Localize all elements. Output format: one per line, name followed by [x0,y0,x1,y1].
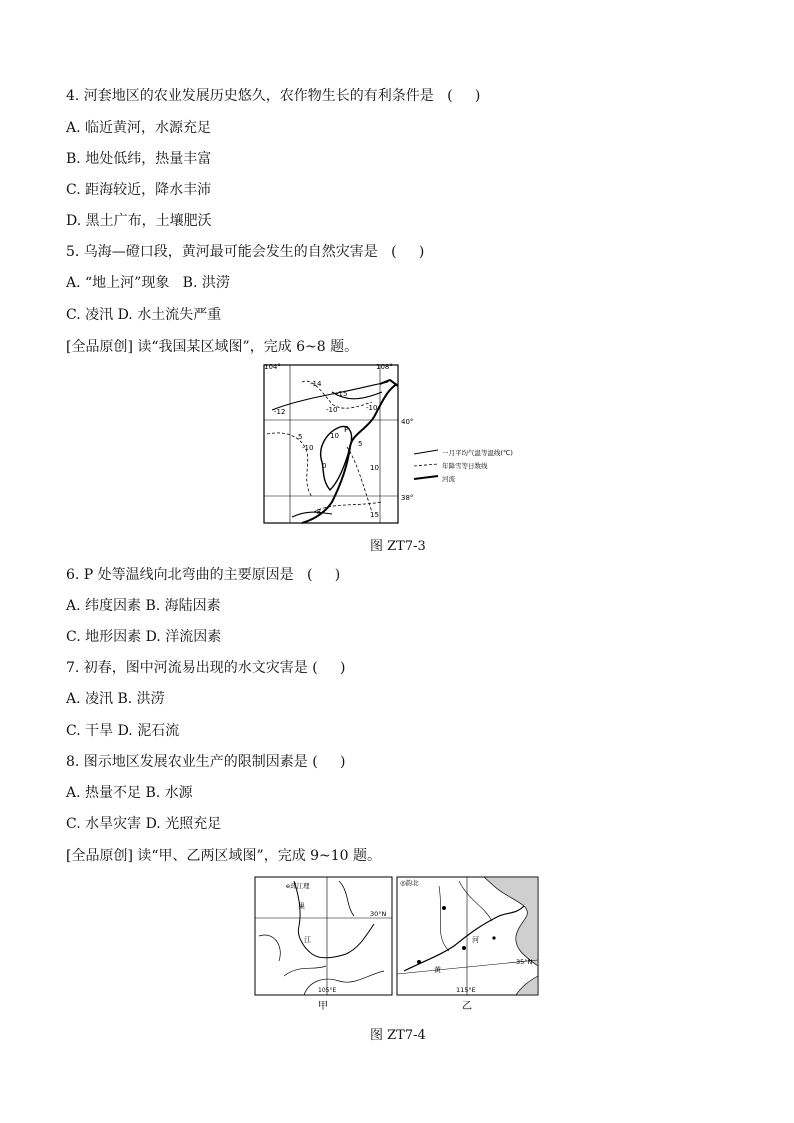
two-region-map-figure [254,876,540,1016]
contour-label: -14 [310,380,322,388]
legend-river: 河流 [442,475,455,483]
panel-a-river-name: e邳江理 [286,882,310,890]
map-frame [264,365,398,523]
contour-label: -10 [366,404,378,412]
q8-stem: 8. 图示地区发展农业生产的限制因素是 ( ) [66,754,346,770]
panel-a-frame [255,877,392,995]
isotherm-line [292,512,332,517]
panel-b-label: 乙 [462,1001,472,1012]
q6-stem: 6. P 处等温线向北弯曲的主要原因是 ( ) [66,567,341,583]
panel-a-char-1: 巢 [298,902,305,910]
snow-day-line [267,433,312,497]
point-p-label: P [344,425,349,434]
snow-day-line [347,447,372,512]
contour-label: -10 [326,406,338,414]
q4-option-b: B. 地处低纬，热量丰富 [66,151,212,167]
q6-options-cd: C. 地形因素 D. 洋流因素 [66,629,222,645]
q4-stem: 4. 河套地区的农业发展历史悠久，农作物生长的有利条件是 ( ) [66,88,481,104]
river-line [380,380,398,386]
contour-label: 10 [370,464,379,472]
lon-label-left: 104° [264,363,281,371]
q8-options-cd: C. 水旱灾害 D. 光照充足 [66,816,222,832]
q4-option-c: C. 距海较近，降水丰沛 [66,182,212,198]
instruction-6-8: [全品原创] 读“我国某区域图”，完成 6~8 题。 [66,339,359,355]
panel-b-lon: 115°E [456,986,476,994]
q7-options-ab: A. 凌汛 B. 洪涝 [66,691,165,707]
contour-label: 5 [358,440,363,448]
panel-a-label: 甲 [318,1001,328,1012]
instruction-9-10: [全品原创] 读“甲、乙两区域图”，完成 9~10 题。 [66,848,382,864]
figure-caption-zt7-4: 图 ZT7-4 [370,1028,426,1043]
contour-label: -10 [302,444,314,452]
panel-b-char-1: 河 [472,936,479,944]
q7-options-cd: C. 干旱 D. 泥石流 [66,723,180,739]
panel-b-char-2: 黄 [434,966,441,974]
lat-label-bottom: 38° [401,494,414,502]
lat-label-top: 40° [401,418,414,426]
panel-a-lon: 105°E [318,987,337,994]
contour-label: -12 [274,408,286,416]
panel-a-lat: 30°N [370,910,387,918]
q5-options-cd: C. 凌汛 D. 水土流失严重 [66,307,222,323]
contour-label: 10 [330,432,339,440]
panel-b-corner-label: ◎韵北 [400,879,419,887]
panel-a-char-2: 江 [304,936,311,944]
contour-label: 0 [322,462,327,470]
contour-label: 15 [370,511,379,519]
panel-b-lat: 35°N [516,958,533,966]
legend-snow-days: 年降雪等日数线 [442,462,488,470]
contour-label: -8 [314,508,321,516]
q7-stem: 7. 初春，图中河流易出现的水文灾害是 ( ) [66,660,346,676]
lon-label-right: 108° [376,363,393,371]
legend-isotherm: 一月平均气温等温线(℃) [442,449,513,457]
q6-options-ab: A. 纬度因素 B. 海陆因素 [66,598,221,614]
q8-options-ab: A. 热量不足 B. 水源 [66,785,193,801]
q5-options-ab: A. “地上河”现象 B. 洪涝 [66,275,230,291]
q4-option-a: A. 临近黄河，水源充足 [66,120,212,136]
contour-label: 5 [298,433,303,441]
contour-label: -15 [336,390,348,398]
figure-caption-zt7-3: 图 ZT7-3 [370,539,426,554]
river-line [302,384,397,523]
region-map-figure [262,362,542,526]
q5-stem: 5. 乌海—磴口段，黄河最可能会发生的自然灾害是 ( ) [66,244,425,260]
q4-option-d: D. 黑土广布，土壤肥沃 [66,213,212,229]
